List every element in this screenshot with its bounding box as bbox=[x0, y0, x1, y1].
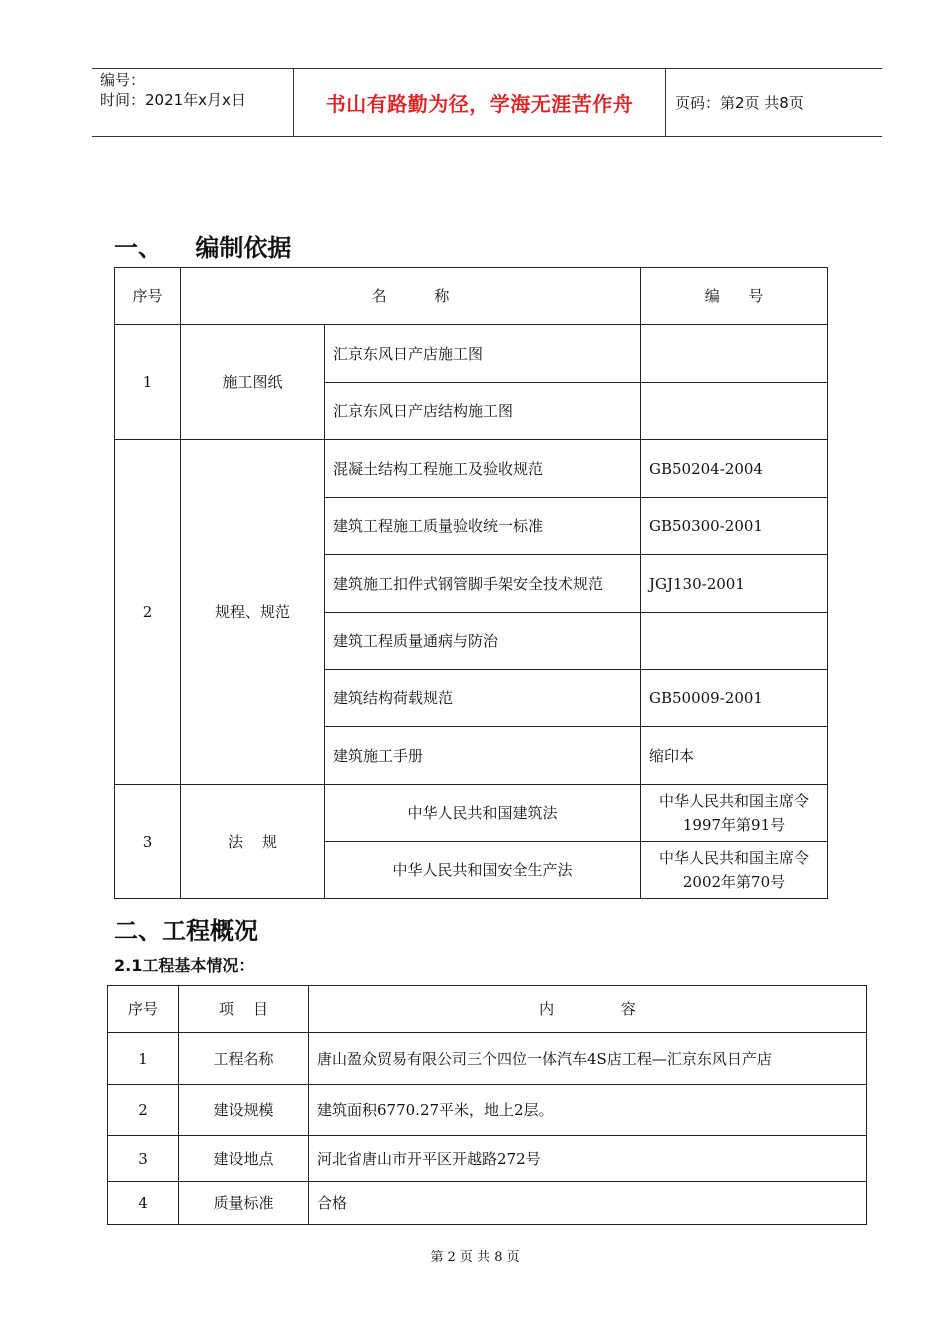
header-top-rule bbox=[92, 68, 882, 69]
name-cell: 中华人民共和国安全生产法 bbox=[325, 842, 641, 899]
header-bottom-rule bbox=[92, 136, 882, 137]
doc-time-label: 时间：2021年x月x日 bbox=[100, 91, 246, 109]
name-cell: 建筑工程施工质量验收统一标准 bbox=[325, 498, 641, 555]
item-cell: 工程名称 bbox=[179, 1033, 309, 1085]
code-cell: 中华人民共和国主席令1997年第91号 bbox=[641, 785, 828, 842]
content-cell: 唐山盈众贸易有限公司三个四位一体汽车4S店工程—汇京东风日产店 bbox=[309, 1033, 867, 1085]
table-row bbox=[108, 1136, 867, 1182]
table-row bbox=[115, 785, 828, 842]
table-row bbox=[108, 1033, 867, 1085]
header-cell-content: 内 容 bbox=[309, 986, 867, 1033]
content-cell: 河北省唐山市开平区开越路272号 bbox=[309, 1136, 867, 1182]
section-title: 二、工程概况 bbox=[114, 917, 258, 945]
page-footer: 第 2 页 共 8 页 bbox=[430, 1250, 520, 1265]
name-cell: 汇京东风日产店结构施工图 bbox=[325, 383, 641, 440]
name-cell: 建筑施工手册 bbox=[325, 727, 641, 785]
header-cell-item: 项 目 bbox=[179, 986, 309, 1033]
table-row bbox=[115, 325, 828, 383]
seq-cell: 1 bbox=[108, 1033, 179, 1085]
table-row bbox=[108, 1182, 867, 1225]
seq-cell: 2 bbox=[115, 440, 181, 785]
name-cell: 汇京东风日产店施工图 bbox=[325, 325, 641, 383]
header-page-label: 页码：第2页 共8页 bbox=[675, 94, 804, 112]
item-cell: 建设地点 bbox=[179, 1136, 309, 1182]
table-row bbox=[108, 1085, 867, 1136]
content-cell: 合格 bbox=[309, 1182, 867, 1225]
category-cell: 施工图纸 bbox=[181, 325, 325, 440]
name-cell: 建筑工程质量通病与防治 bbox=[325, 613, 641, 670]
header-motto: 书山有路勤为径，学海无涯苦作舟 bbox=[325, 92, 634, 116]
code-cell bbox=[641, 325, 828, 383]
seq-cell: 3 bbox=[115, 785, 181, 899]
basis-table bbox=[114, 267, 828, 899]
category-cell: 法 规 bbox=[181, 785, 325, 899]
header-cell-seq: 序号 bbox=[108, 986, 179, 1033]
subsection-title: 2.1工程基本情况： bbox=[114, 956, 255, 975]
code-cell: 中华人民共和国主席令2002年第70号 bbox=[641, 842, 828, 899]
seq-cell: 2 bbox=[108, 1085, 179, 1136]
code-cell bbox=[641, 383, 828, 440]
table-header-row bbox=[115, 268, 828, 325]
item-cell: 质量标准 bbox=[179, 1182, 309, 1225]
doc-number-label: 编号： bbox=[100, 71, 146, 89]
seq-cell: 3 bbox=[108, 1136, 179, 1182]
code-cell: JGJ130-2001 bbox=[641, 555, 828, 613]
item-cell: 建设规模 bbox=[179, 1085, 309, 1136]
code-cell: 缩印本 bbox=[641, 727, 828, 785]
name-cell: 混凝土结构工程施工及验收规范 bbox=[325, 440, 641, 498]
content-cell: 建筑面积6770.27平米，地上2层。 bbox=[309, 1085, 867, 1136]
name-cell: 建筑结构荷载规范 bbox=[325, 670, 641, 727]
code-cell bbox=[641, 613, 828, 670]
header-divider bbox=[665, 68, 666, 136]
code-cell: GB50009-2001 bbox=[641, 670, 828, 727]
header-cell-seq: 序号 bbox=[115, 268, 181, 325]
section-title: 一、 编制依据 bbox=[114, 234, 292, 262]
header-cell-code: 编 号 bbox=[641, 268, 828, 325]
name-cell: 中华人民共和国建筑法 bbox=[325, 785, 641, 842]
table-row bbox=[115, 440, 828, 498]
code-cell: GB50300-2001 bbox=[641, 498, 828, 555]
category-cell: 规程、规范 bbox=[181, 440, 325, 785]
header-cell-name: 名 称 bbox=[181, 268, 641, 325]
header-meta bbox=[100, 70, 246, 110]
table-header-row bbox=[108, 986, 867, 1033]
code-cell: GB50204-2004 bbox=[641, 440, 828, 498]
name-cell: 建筑施工扣件式钢管脚手架安全技术规范 bbox=[325, 555, 641, 613]
seq-cell: 1 bbox=[115, 325, 181, 440]
seq-cell: 4 bbox=[108, 1182, 179, 1225]
overview-table bbox=[107, 985, 867, 1225]
